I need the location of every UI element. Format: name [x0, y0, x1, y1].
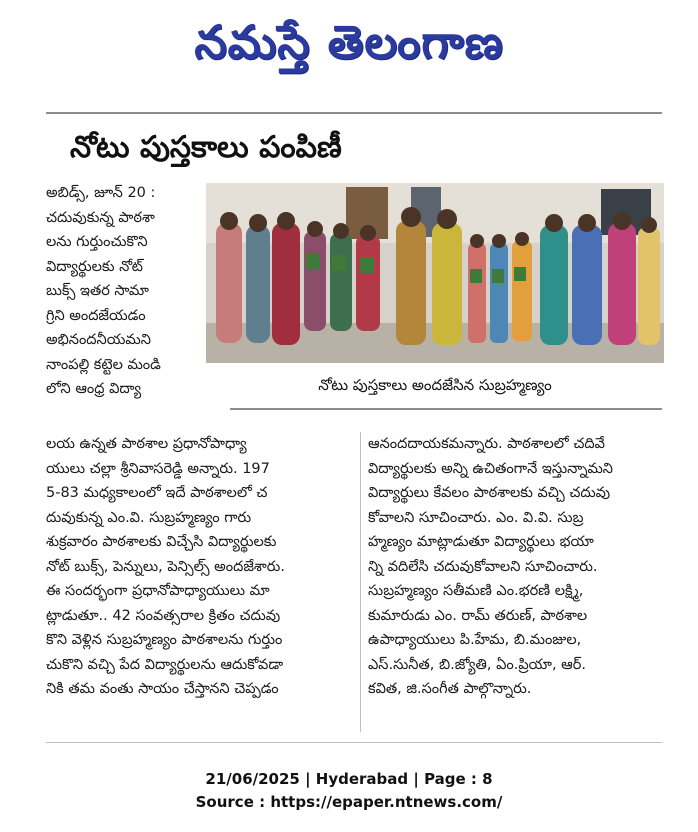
article-text-line: కొని వెళ్లిన సుబ్రహ్మణ్యం పాఠశాలను గుర్తుం [46, 632, 283, 648]
article-text-line: కుమారుడు ఎం. రామ్ తరుణ్, పాఠశాల [368, 607, 588, 624]
article-text-line: లను గుర్తుంచుకొని [46, 234, 148, 250]
article-text-line: హ్మణ్యం మాట్లాడుతూ విద్యార్థులు భయా [368, 534, 594, 550]
caption-divider [230, 408, 662, 410]
article-text-line: సుబ్రహ్మణ్యం సతీమణి ఎం.భరణి లక్ష్మి, [368, 583, 584, 599]
left-text-column [46, 432, 351, 702]
narrow-text-column [46, 181, 202, 402]
article-text-line: లోని ఆంధ్ర విద్యా [46, 381, 142, 397]
newspaper-masthead: నమస్తే తెలంగాణ [194, 15, 504, 69]
edition-date-line: 21/06/2025 | Hyderabad | Page : 8 [205, 770, 493, 788]
article-text-line: చుకొని వచ్చి పేద విద్యార్థులను ఆదుకోవడా [46, 656, 284, 673]
article-text-line: న్ని వదిలేసి చదువుకోవాలని సూచించారు. [368, 558, 598, 575]
article-text-line: విద్యార్థులు కేవలం పాఠశాలకు వచ్చి చదువు [368, 485, 611, 501]
source-line: Source : https://epaper.ntnews.com/ [195, 793, 503, 811]
article-text-line: గ్రిని అందజేయడం [46, 307, 146, 324]
group-photo-illustration [206, 183, 664, 363]
article-text-line: ట్లాడుతూ.. 42 సంవత్సరాల క్రితం చదువు [46, 607, 281, 624]
article-text-line: నాంపల్లి కట్టెల మండి [46, 356, 161, 373]
article-text-line: ఆనందదాయకమన్నారు. పాఠశాలలో చదివే [368, 436, 605, 452]
footer-divider [46, 742, 662, 743]
article-text-line: కోవాలని సూచించారు. ఎం. వి.వి. సుబ్ర [368, 509, 584, 526]
article-photo [206, 183, 664, 363]
article-text-line: నోట్ బుక్స్, పెన్నులు, పెన్సిల్స్ అందజేశారు. [46, 558, 285, 575]
article-text-line: నికి తమ వంతు సాయం చేస్తానని చెప్పడం [46, 681, 279, 697]
article-text-line: విద్యార్థులకు అన్ని ఉచితంగానే ఇస్తున్నామని [368, 460, 613, 477]
article-text-line: యులు చల్లా శ్రీనివాసరెడ్డి అన్నారు. 197 [46, 460, 270, 477]
article-text-line: 5-83 మధ్యకాలంలో ఇదే పాఠశాలలో చ [46, 485, 268, 501]
right-text-column [368, 432, 664, 702]
article-text-line: చదువుకున్న పాఠశా [46, 209, 155, 226]
article-text-line: కవిత, జి.సంగీత పాల్గొన్నారు. [368, 681, 532, 697]
article-text-line: ఎస్.సునీత, బి.జ్యోతి, ఏం.ప్రియా, ఆర్. [368, 656, 586, 673]
article-text-line: శుక్రవారం పాఠశాలకు విచ్చేసి విద్యార్థులకు [46, 534, 277, 550]
article-text-line: విద్యార్థులకు నోట్ [46, 258, 143, 275]
article-text-line: లయ ఉన్నత పాఠశాల ప్రధానోపాధ్యా [46, 436, 247, 452]
masthead-divider [46, 112, 662, 114]
article-text-line: ఈ సందర్భంగా ప్రధానోపాధ్యాయులు మా [46, 583, 270, 599]
article-text-line: అబిడ్స్, జూన్ 20 : [46, 185, 156, 201]
column-divider [360, 432, 361, 732]
article-text-line: ఉపాధ్యాయులు పి.హేమ, బి.మంజుల, [368, 632, 582, 648]
photo-caption: నోటు పుస్తకాలు అందజేసిన సుబ్రహ్మణ్యం [318, 376, 552, 394]
article-text-line: దువుకున్న ఎం.వి. సుబ్రహ్మణ్యం గారు [46, 509, 252, 526]
article-text-line: బుక్స్ ఇతర సామా [46, 283, 149, 299]
article-text-line: అభినందనీయమని [46, 332, 151, 348]
article-headline: నోటు పుస్తకాలు పంపిణీ [70, 130, 342, 165]
